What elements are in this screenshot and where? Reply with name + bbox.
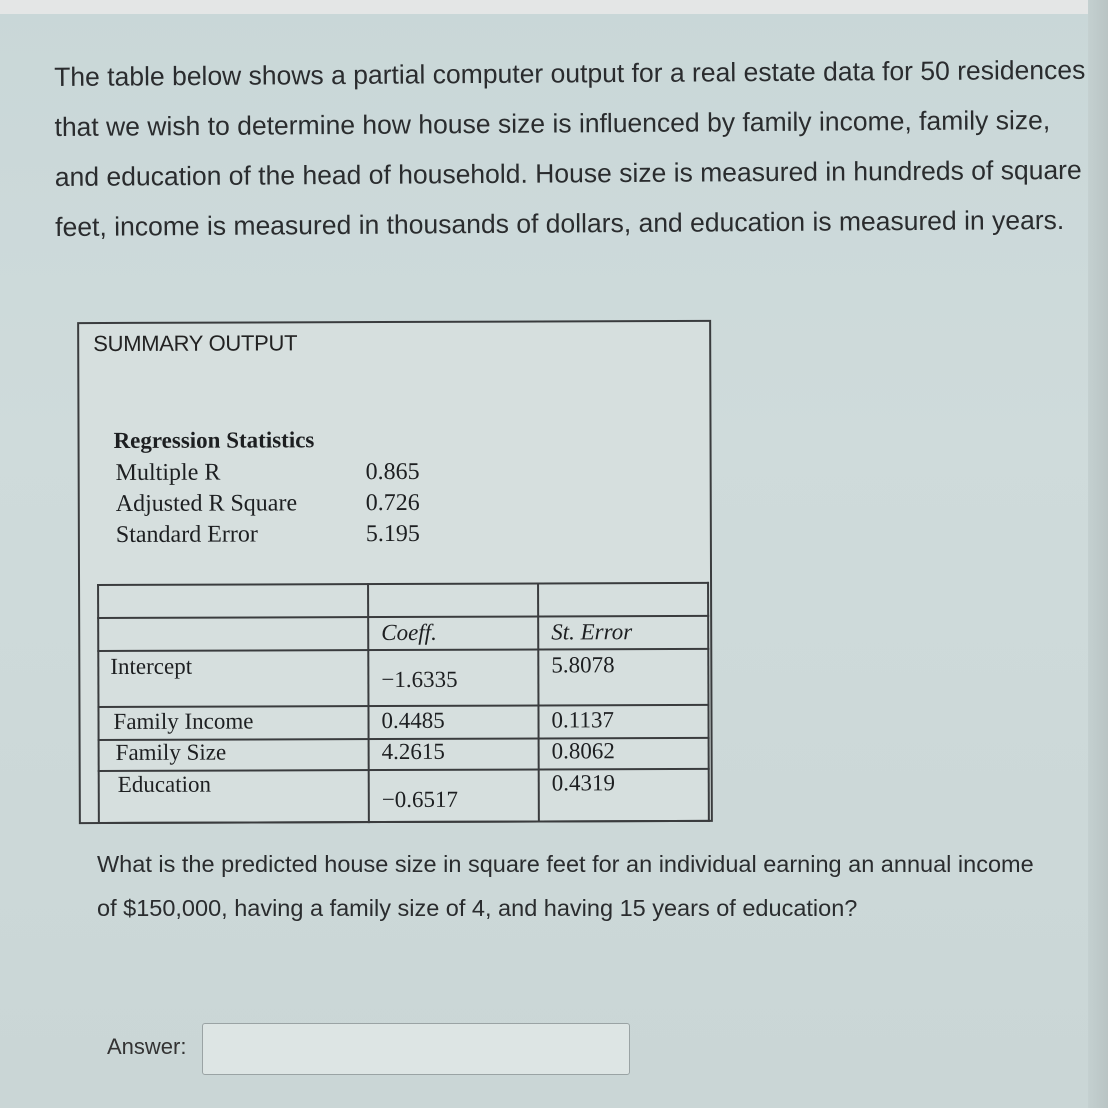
stat-label-adjusted-r-square: Adjusted R Square (115, 490, 298, 517)
answer-input[interactable] (202, 1023, 630, 1075)
coefficients-table (97, 582, 710, 824)
top-border (0, 0, 1108, 14)
coeff-family-size: 4.2615 (381, 738, 445, 765)
table-divider (367, 583, 370, 823)
st-error-intercept: 5.8078 (551, 652, 615, 678)
stat-value-multiple-r: 0.865 (365, 458, 420, 486)
table-divider (97, 648, 709, 652)
row-label-family-income: Family Income (113, 708, 254, 734)
table-divider (97, 584, 100, 824)
stat-value-standard-error: 5.195 (365, 520, 420, 548)
column-header-st-error: St. Error (551, 619, 633, 645)
column-header-coeff: Coeff. (381, 619, 437, 646)
table-divider (537, 582, 540, 822)
regression-statistics-heading: Regression Statistics (113, 427, 315, 453)
st-error-family-income: 0.1137 (551, 707, 614, 733)
coeff-intercept: −1.6335 (381, 666, 458, 693)
summary-output-table (77, 320, 713, 824)
row-label-family-size: Family Size (115, 739, 227, 765)
answer-label: Answer: (107, 1034, 187, 1059)
problem-intro-text: The table below shows a partial computer output for a real estate data for 50 residences that we wish to determine how house size is influenced by family income, family size, and education of the head of household. House size is measured in hundreds of square feet, income is measured in thousands of dollars, and education is measured in years. (54, 54, 1086, 242)
row-label-education: Education (117, 771, 212, 797)
table-divider (97, 582, 709, 586)
question-text: What is the predicted house size in square feet for an individual earning an annual income of $150,000, having a family size of 4, and having 15 years of education? (97, 851, 1034, 921)
table-divider (707, 582, 710, 822)
stat-label-standard-error: Standard Error (115, 521, 258, 548)
stat-value-adjusted-r-square: 0.726 (365, 489, 420, 517)
stat-label-multiple-r: Multiple R (115, 459, 221, 486)
coeff-family-income: 0.4485 (381, 707, 445, 734)
st-error-education: 0.4319 (551, 770, 616, 796)
table-divider (98, 820, 710, 824)
coeff-education: −0.6517 (381, 786, 459, 813)
st-error-family-size: 0.8062 (551, 738, 615, 764)
summary-output-title: SUMMARY OUTPUT (93, 330, 298, 357)
row-label-intercept: Intercept (110, 653, 193, 679)
